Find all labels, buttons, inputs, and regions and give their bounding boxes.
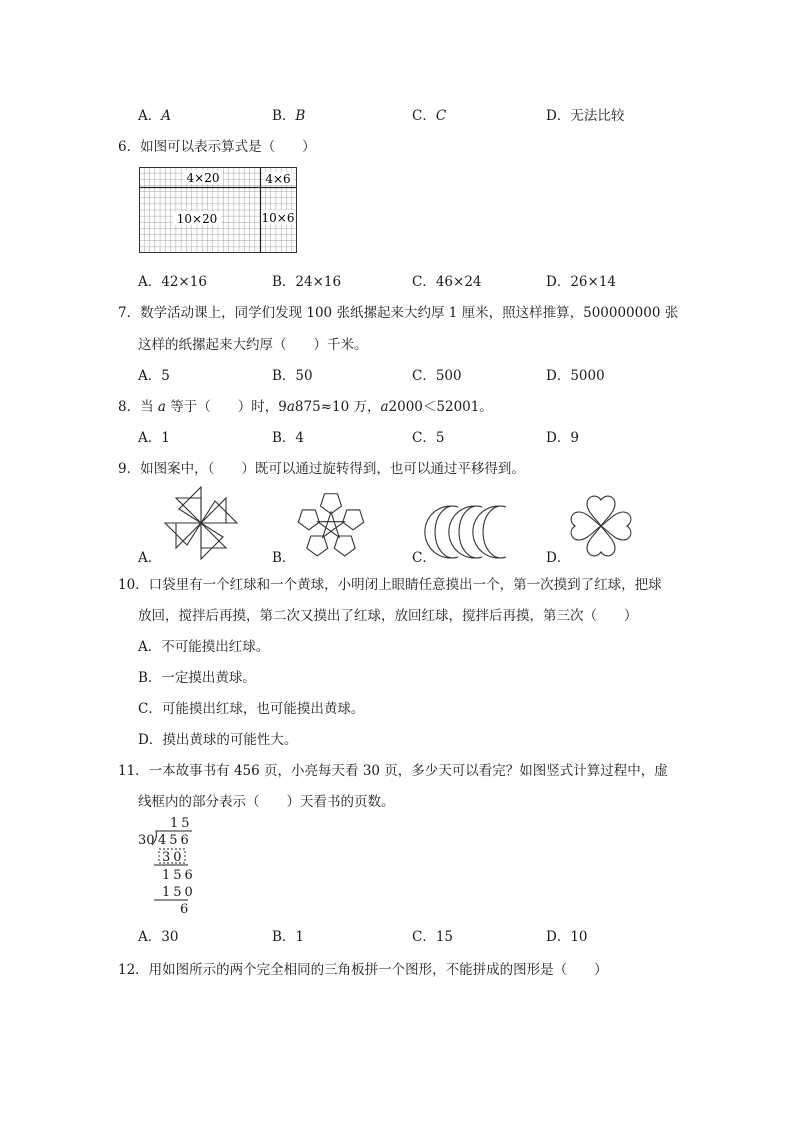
- q8-stem: 8．当 a 等于（ ）时，9a875≈10 万，a2000＜52001。: [118, 399, 493, 415]
- grid-label-4x20: 4×20: [186, 171, 220, 185]
- division-remainder1: 156: [162, 868, 196, 883]
- q8-option-c[interactable]: C．5: [412, 430, 445, 446]
- division-remainder2: 6: [180, 902, 189, 917]
- q11-stem-line2: 线框内的部分表示（ ）天看书的页数。: [138, 794, 395, 810]
- q10-stem-line2: 放回，搅拌后再摸，第二次又摸出了红球，放回红球，搅拌后再摸，第三次（ ）: [138, 608, 638, 624]
- q5-option-d[interactable]: D．无法比较: [546, 108, 625, 124]
- q10-option-c[interactable]: C．可能摸出红球，也可能摸出黄球。: [138, 701, 365, 717]
- q7-option-b[interactable]: B．50: [272, 368, 313, 384]
- q6-option-d[interactable]: D．26×14: [546, 274, 616, 290]
- grid-label-10x6: 10×6: [261, 211, 295, 225]
- pentagon-flower-icon: [292, 488, 370, 560]
- division-dividend: 456: [158, 833, 192, 848]
- q9-option-a[interactable]: A．: [138, 550, 162, 566]
- q11-option-b[interactable]: B．1: [272, 929, 305, 945]
- q8-option-a[interactable]: A．1: [138, 430, 170, 446]
- q7-option-d[interactable]: D．5000: [546, 368, 605, 384]
- q9-option-d[interactable]: D．: [546, 550, 571, 566]
- grid-label-10x20: 10×20: [176, 212, 218, 226]
- q7-option-c[interactable]: C．500: [412, 368, 462, 384]
- q7-option-a[interactable]: A．5: [138, 368, 170, 384]
- q10-option-d[interactable]: D．摸出黄球的可能性大。: [138, 732, 298, 748]
- q8-option-d[interactable]: D．9: [546, 430, 579, 446]
- q5-option-c[interactable]: C．C: [412, 108, 447, 124]
- q6-grid-figure: [139, 167, 297, 253]
- division-divisor: 30: [138, 833, 155, 848]
- q8-option-b[interactable]: B．4: [272, 430, 305, 446]
- q11-stem-line1: 11．一本故事书有 456 页，小亮每天看 30 页，多少天可以看完？如图竖式计算过程中，虚: [118, 763, 668, 779]
- q10-option-a[interactable]: A．不可能摸出红球。: [138, 639, 270, 655]
- q6-option-b[interactable]: B．24×16: [272, 274, 342, 290]
- q12-stem: 12．用如图所示的两个完全相同的三角板拼一个图形，不能拼成的图形是（ ）: [118, 962, 608, 978]
- crescents-icon: [434, 505, 514, 559]
- q9-option-c[interactable]: C．: [412, 550, 436, 566]
- grid-label-4x6: 4×6: [265, 172, 291, 186]
- q5-option-a[interactable]: A．A: [138, 108, 171, 124]
- division-quotient: 15: [170, 816, 193, 831]
- q9-option-b[interactable]: B．: [272, 550, 296, 566]
- division-step2: 150: [162, 885, 196, 900]
- heart-clover-icon: [568, 493, 634, 559]
- q6-stem: 6．如图可以表示算式是（ ）: [118, 139, 316, 155]
- q11-option-a[interactable]: A．30: [138, 929, 179, 945]
- q6-option-a[interactable]: A．42×16: [138, 274, 207, 290]
- q10-stem-line1: 10．口袋里有一个红球和一个黄球，小明闭上眼睛任意摸出一个，第一次摸到了红球，把球: [118, 577, 662, 593]
- q6-option-c[interactable]: C．46×24: [412, 274, 482, 290]
- long-division-figure: [136, 814, 200, 918]
- q10-option-b[interactable]: B．一定摸出黄球。: [138, 670, 256, 686]
- q11-option-c[interactable]: C．15: [412, 929, 454, 945]
- q5-option-b[interactable]: B．B: [272, 108, 306, 124]
- q7-stem-line2: 这样的纸摞起来大约厚（ ）千米。: [138, 337, 368, 353]
- q7-stem-line1: 7．数学活动课上，同学们发现 100 张纸摞起来大约厚 1 厘米，照这样推算，500000000 张: [118, 305, 679, 321]
- q11-option-d[interactable]: D．10: [546, 929, 588, 945]
- division-step1: 30: [162, 850, 185, 865]
- q9-stem: 9．如图案中，（ ）既可以通过旋转得到，也可以通过平移得到。: [118, 461, 525, 477]
- pinwheel-icon: [162, 484, 240, 562]
